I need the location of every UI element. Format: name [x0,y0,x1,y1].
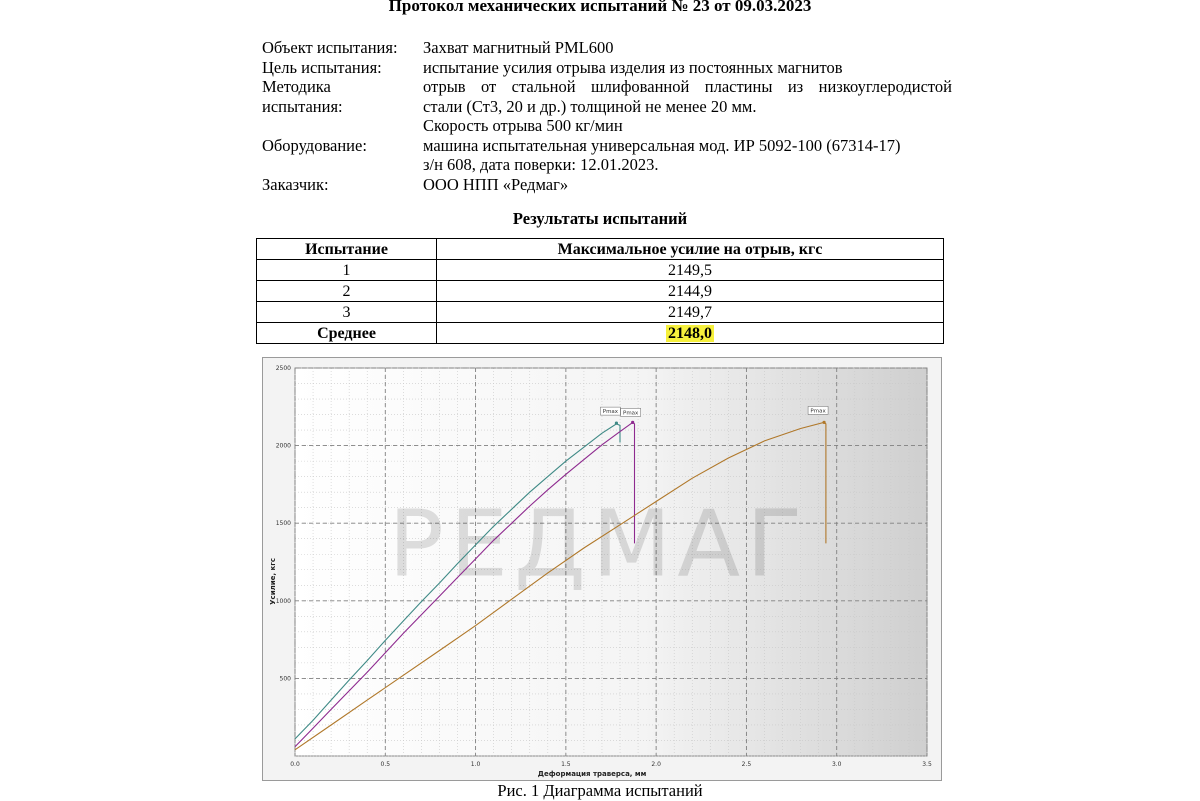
info-method-line-1: отрыв от стальной шлифованной пластины из низкоуглеродистой [423,77,952,96]
result-test-1: 1 [257,260,437,281]
peak-label-1: Pmax [602,409,619,416]
info-equipment-line-1: машина испытательная универсальная мод. ИР 5092-100 (67314-17) [423,135,901,155]
series-peak-point-1 [615,422,618,425]
protocol-title: Протокол механических испытаний № 23 от 09.03.2023 [388,0,812,15]
series-peak-point-3 [822,421,825,424]
x-axis-label: Деформация траверса, мм [537,770,647,778]
x-tick-label: 0.5 [380,761,391,768]
x-tick-label: 2.0 [651,761,661,768]
results-col-force: Максимальное усилие на отрыв, кгс [437,239,944,260]
info-value-method [423,77,952,136]
result-force-1: 2149,5 [437,260,944,281]
results-average-row [257,323,944,344]
watermark: РЕДМАГ [388,490,809,598]
y-tick-label: 1500 [275,520,291,528]
peak-label-3: Pmax [810,408,826,415]
y-axis-label: Усилие, кгс [269,557,277,605]
results-title: Результаты испытаний [512,209,688,228]
figure-caption: Рис. 1 Диаграмма испытаний [497,781,703,800]
info-label-method [262,77,423,136]
result-force-2: 2144,9 [437,281,944,302]
info-label-customer: Заказчик: [262,174,329,194]
y-tick-label: 1000 [275,597,291,605]
results-header-row [257,239,944,260]
info-row-customer [262,175,952,195]
x-tick-label: 2.5 [741,761,752,768]
info-row-method [262,77,952,136]
info-label-method-1: Методика [262,77,331,96]
results-table [256,238,944,344]
info-value-customer: ООО НПП «Редмаг» [423,174,569,194]
info-label-object: Объект испытания: [262,38,398,57]
info-row-equipment [262,136,952,175]
y-tick-label: 2500 [275,365,291,372]
x-tick-label: 0.0 [290,761,300,768]
y-tick-label: 500 [279,675,291,683]
x-tick-label: 1.5 [561,761,571,768]
info-label-method-2: испытания: [262,96,343,116]
x-tick-label: 1.0 [470,761,481,768]
test-diagram [262,357,942,781]
table-row [257,302,944,323]
info-value-object: Захват магнитный PML600 [423,38,614,57]
info-block [262,38,952,194]
info-row-purpose [262,58,952,78]
info-method-line-2: стали (Ст3, 20 и др.) толщиной не менее 20 мм. [423,96,757,116]
x-tick-label: 3.0 [831,761,842,768]
info-equipment-line-2: з/н 608, дата поверки: 12.01.2023. [423,155,659,174]
result-force-3: 2149,7 [437,302,944,323]
info-method-line-3: Скорость отрыва 500 кг/мин [423,116,623,135]
info-value-equipment [423,136,952,175]
info-row-object [262,38,952,58]
table-row [257,260,944,281]
peak-label-2: Pmax [623,410,639,417]
result-test-3: 3 [257,302,437,323]
test-diagram-svg [263,358,941,780]
info-value-purpose: испытание усилия отрыва изделия из постоянных магнитов [423,57,843,77]
info-label-equipment: Оборудование: [262,135,367,155]
result-average-label: Среднее [257,323,437,344]
result-average-value: 2148,0 [668,324,712,342]
info-label-purpose: Цель испытания: [262,57,382,77]
results-col-test: Испытание [257,239,437,260]
x-tick-label: 3.5 [922,761,932,768]
table-row [257,281,944,302]
y-tick-label: 2000 [275,442,291,450]
result-test-2: 2 [257,281,437,302]
series-peak-point-2 [631,421,634,424]
result-average-cell [437,323,944,344]
